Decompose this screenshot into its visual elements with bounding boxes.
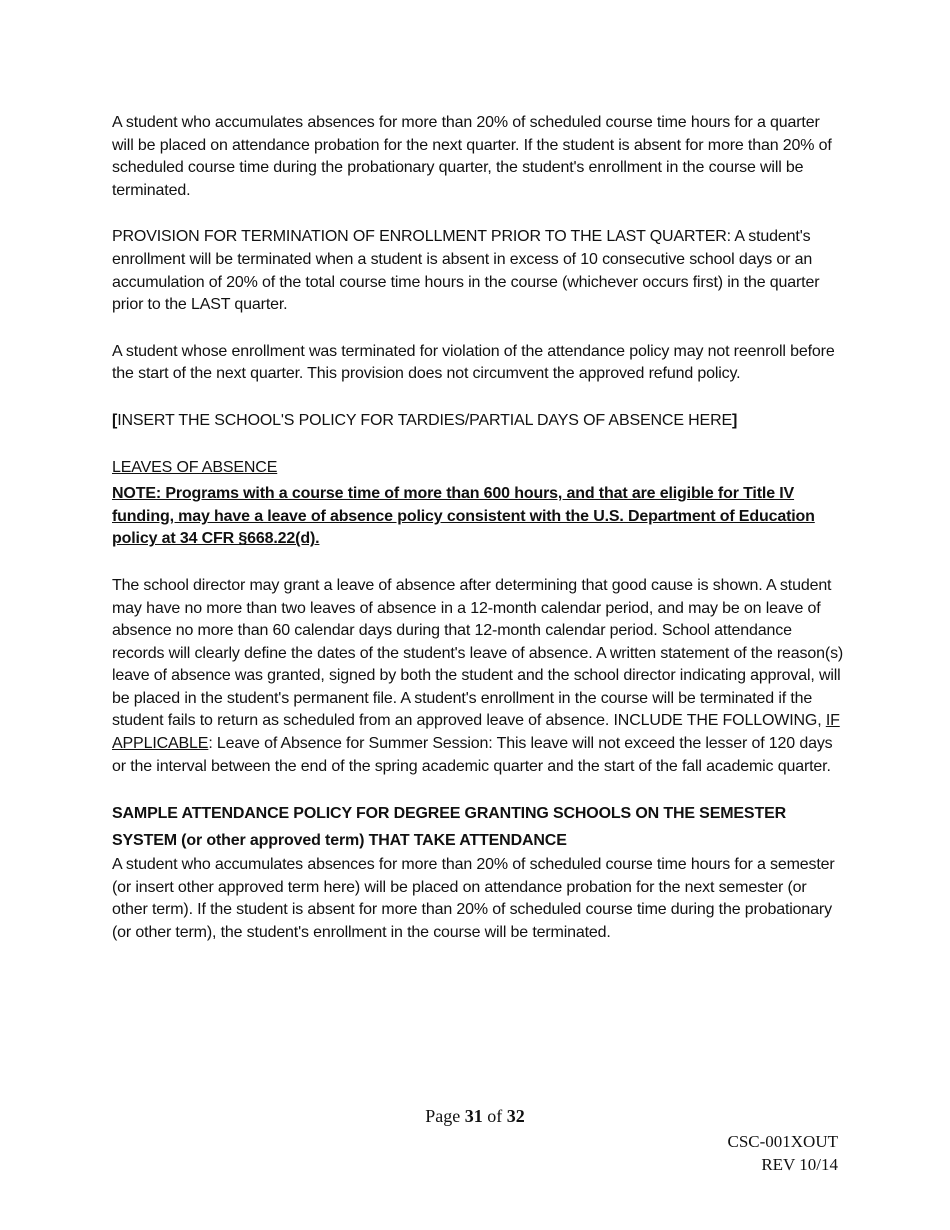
revision-date: REV 10/14 xyxy=(761,1155,838,1174)
page-word: Page xyxy=(425,1106,461,1126)
paragraph-leave-of-absence xyxy=(112,575,844,778)
if-applicable-text: IF APPLICABLE xyxy=(112,712,840,753)
semester-policy-heading: SAMPLE ATTENDANCE POLICY FOR DEGREE GRANTING SCHOOLS ON THE SEMESTER SYSTEM (or other approved term) THAT TAKE ATTENDANCE xyxy=(112,805,786,850)
document-body xyxy=(112,112,844,945)
loa-text-before: The school director may grant a leave of absence after determining that good cause is shown. A student may have no more than two leaves of absence in a 12-month calendar period, and may be on leave of absence no more than 60 calendar days during that 12-month calendar period. School attendance records will clearly define the dates of the student's leave of absence. A written statement of the reason(s) leave of absence was granted, signed by both the student and the school director indicating approval, will be placed in the student's permanent file. A student's enrollment in the course will be terminated if the student fails to return as scheduled from an approved leave of absence. INCLUDE THE FOLLOWING, xyxy=(112,576,844,730)
paragraph-semester-probation: A student who accumulates absences for more than 20% of scheduled course time hours for a semester (or insert other approved term here) will be placed on attendance probation for the next semester (or other term). If the student is absent for more than 20% of scheduled course time during the probationary (or other term), the student's enrollment in the course will be terminated. xyxy=(112,856,835,942)
paragraph-tardies-placeholder xyxy=(112,410,844,433)
loa-text-after: : Leave of Absence for Summer Session: This leave will not exceed the lesser of 120 days or the interval between the end of the spring academic quarter and the start of the fall academic quarter. xyxy=(112,735,833,775)
open-bracket: [ xyxy=(112,411,118,429)
current-page: 31 xyxy=(464,1106,483,1126)
paragraph-reenroll: A student whose enrollment was terminated for violation of the attendance policy may not reenroll before the start of the next quarter. This provision does not circumvent the approved refund policy. xyxy=(112,342,835,383)
total-pages: 32 xyxy=(506,1106,525,1126)
close-bracket: ] xyxy=(732,411,738,429)
tardies-text: INSERT THE SCHOOL'S POLICY FOR TARDIES/PARTIAL DAYS OF ABSENCE HERE xyxy=(117,411,732,429)
paragraph-quarter-probation: A student who accumulates absences for more than 20% of scheduled course time hours for a quarter will be placed on attendance probation for the next quarter. If the student is absent for more than 20% of scheduled course time during the probationary quarter, the student's enrollment in the course will be terminated. xyxy=(112,114,832,199)
paragraph-termination-provision: PROVISION FOR TERMINATION OF ENROLLMENT PRIOR TO THE LAST QUARTER: A student's enrollment will be terminated when a student is absent in excess of 10 consecutive school days or an accumulation of 20% of the total course time hours in the course (whichever occurs first) in the quarter prior to the LAST quarter. xyxy=(112,228,820,314)
title-iv-note: NOTE: Programs with a course time of more than 600 hours, and that are eligible for Title IV funding, may have a leave of absence policy consistent with the U.S. Department of Education policy at 34 CFR §668.22(d). xyxy=(112,485,815,548)
page-number xyxy=(0,1106,950,1127)
leaves-of-absence-heading: LEAVES OF ABSENCE xyxy=(112,458,278,476)
form-code-block xyxy=(727,1130,838,1176)
of-word: of xyxy=(487,1106,503,1126)
form-code: CSC-001XOUT xyxy=(727,1132,838,1151)
